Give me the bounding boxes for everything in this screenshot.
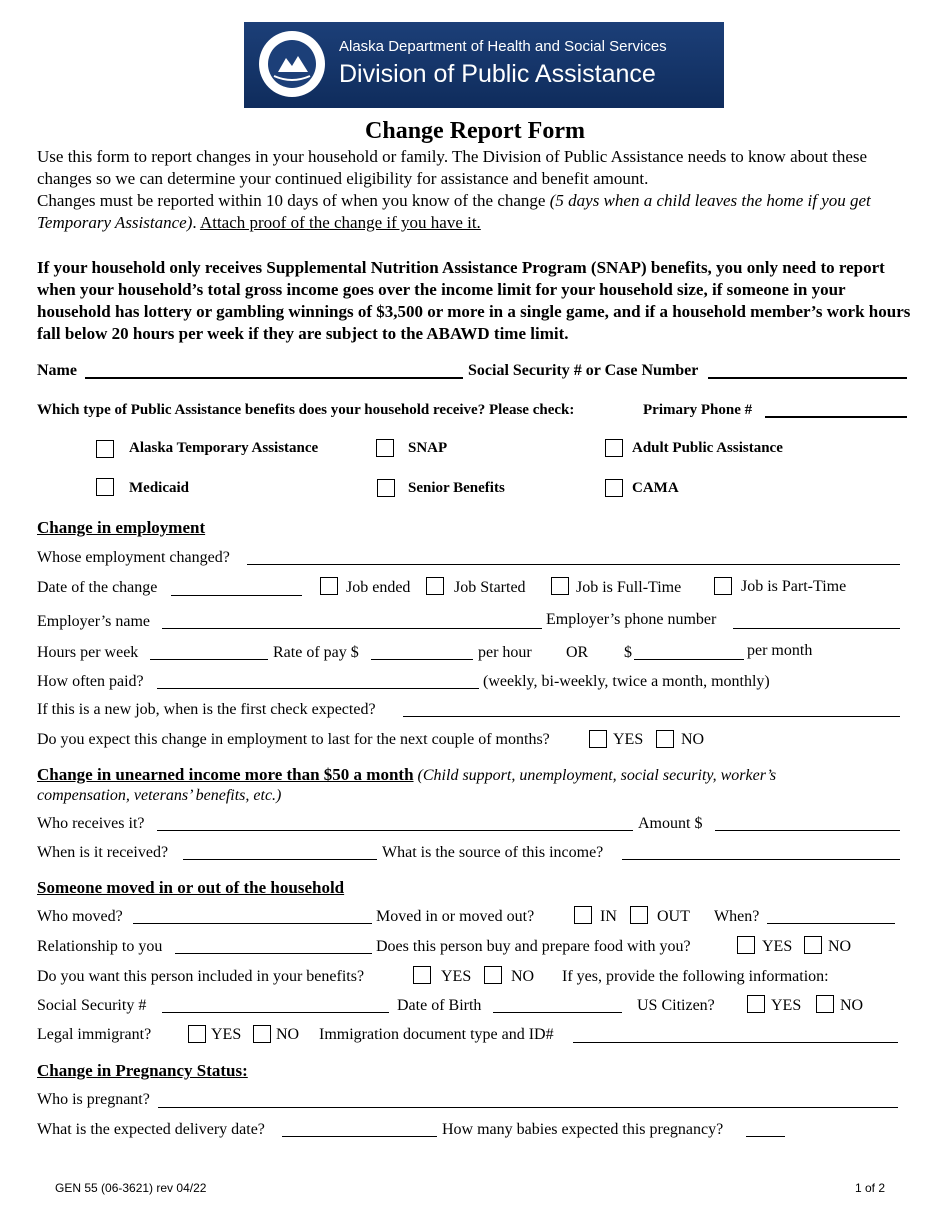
- moved-when-input[interactable]: [767, 923, 895, 924]
- moved-out-checkbox[interactable]: [630, 906, 648, 924]
- include-no-checkbox[interactable]: [484, 966, 502, 984]
- include-no-label: NO: [511, 968, 535, 985]
- benefits-question: Which type of Public Assistance benefits does your household receive? Please check:: [37, 402, 575, 418]
- ata-checkbox[interactable]: [96, 440, 114, 458]
- who-moved-label: Who moved?: [37, 908, 123, 925]
- buy-food-yes-label: YES: [762, 938, 793, 955]
- buy-food-yes-checkbox[interactable]: [737, 936, 755, 954]
- rate-label: Rate of pay $: [273, 644, 359, 661]
- phone-label: Primary Phone #: [643, 402, 753, 418]
- unearned-hint-2: compensation, veterans’ benefits, etc.): [37, 787, 282, 804]
- who-pregnant-label: Who is pregnant?: [37, 1091, 150, 1108]
- household-heading: Someone moved in or out of the household: [37, 878, 345, 897]
- how-often-label: How often paid?: [37, 673, 144, 690]
- unearned-heading-row: [37, 764, 776, 787]
- name-label: Name: [37, 362, 77, 379]
- senior-checkbox[interactable]: [377, 479, 395, 497]
- immigrant-label: Legal immigrant?: [37, 1026, 152, 1043]
- citizen-yes-label: YES: [771, 997, 802, 1014]
- date-change-input[interactable]: [171, 595, 302, 596]
- monthly-dollar-label: $: [624, 644, 632, 661]
- delivery-date-input[interactable]: [282, 1136, 437, 1137]
- who-pregnant-input[interactable]: [158, 1107, 898, 1108]
- citizen-no-checkbox[interactable]: [816, 995, 834, 1013]
- whose-label: Whose employment changed?: [37, 549, 230, 566]
- form-id: GEN 55 (06-3621) rev 04/22: [55, 1181, 207, 1195]
- how-often-input[interactable]: [157, 688, 479, 689]
- employer-name-label: Employer’s name: [37, 613, 151, 630]
- immig-doc-input[interactable]: [573, 1042, 898, 1043]
- hours-label: Hours per week: [37, 644, 139, 661]
- when-received-label: When is it received?: [37, 844, 169, 861]
- senior-label: Senior Benefits: [408, 480, 505, 496]
- dob-input[interactable]: [493, 1012, 622, 1013]
- expect-no-checkbox[interactable]: [656, 730, 674, 748]
- snap-label: SNAP: [408, 440, 448, 456]
- apa-checkbox[interactable]: [605, 439, 623, 457]
- who-receives-input[interactable]: [157, 830, 633, 831]
- page-number: 1 of 2: [855, 1181, 886, 1195]
- babies-label: How many babies expected this pregnancy?: [442, 1121, 724, 1138]
- income-source-label: What is the source of this income?: [382, 844, 604, 861]
- expect-yes-checkbox[interactable]: [589, 730, 607, 748]
- citizen-label: US Citizen?: [637, 997, 715, 1014]
- deadline-punct: .: [192, 213, 200, 232]
- include-yes-label: YES: [441, 968, 472, 985]
- moved-when-label: When?: [714, 908, 760, 925]
- job-ended-checkbox[interactable]: [320, 577, 338, 595]
- who-receives-label: Who receives it?: [37, 815, 145, 832]
- intro-paragraph: Use this form to report changes in your household or family. The Division of Public Assistance needs to know about these changes so we can determine your continued eligibility for assistance and benefit amount.: [37, 147, 868, 188]
- include-label: Do you want this person included in your benefits?: [37, 968, 365, 985]
- include-yes-checkbox[interactable]: [413, 966, 431, 984]
- moved-in-label: IN: [600, 908, 617, 925]
- or-label: OR: [566, 644, 589, 661]
- moved-out-label: OUT: [657, 908, 690, 925]
- unearned-heading: Change in unearned income more than $50 a month: [37, 765, 414, 784]
- snap-notice: If your household only receives Supplemental Nutrition Assistance Program (SNAP) benefits, you only need to report when your household’s total gross income goes over the income limit for your household size, if someone in your household has lottery or gambling winnings of $3,500 or more in a single game, and if a household member’s work hours fall below 20 hours per week if they are subject to the ABAWD time limit.: [37, 258, 911, 343]
- delivery-date-label: What is the expected delivery date?: [37, 1121, 265, 1138]
- relationship-label: Relationship to you: [37, 938, 163, 955]
- part-time-label: Job is Part-Time: [741, 578, 847, 595]
- name-input[interactable]: [85, 377, 463, 379]
- ata-label: Alaska Temporary Assistance: [129, 440, 319, 456]
- income-source-input[interactable]: [622, 859, 900, 860]
- part-time-checkbox[interactable]: [714, 577, 732, 595]
- how-often-hint: (weekly, bi-weekly, twice a month, monthly): [483, 673, 770, 690]
- buy-food-no-label: NO: [828, 938, 852, 955]
- hours-input[interactable]: [150, 659, 268, 660]
- per-hour-label: per hour: [478, 644, 532, 661]
- page-title: Change Report Form: [365, 118, 585, 144]
- first-check-label: If this is a new job, when is the first check expected?: [37, 701, 376, 718]
- employer-name-input[interactable]: [162, 628, 542, 629]
- expect-yes-label: YES: [613, 731, 644, 748]
- division-name: Division of Public Assistance: [339, 60, 656, 88]
- deadline-text: Changes must be reported within 10 days of when you know of the change: [37, 191, 550, 210]
- employer-phone-label: Employer’s phone number: [546, 611, 717, 628]
- snap-checkbox[interactable]: [376, 439, 394, 457]
- pregnancy-heading: Change in Pregnancy Status:: [37, 1061, 248, 1080]
- amount-label: Amount $: [638, 815, 703, 832]
- cama-label: CAMA: [632, 480, 679, 496]
- phone-input[interactable]: [765, 416, 907, 418]
- when-received-input[interactable]: [183, 859, 377, 860]
- first-check-input[interactable]: [403, 716, 900, 717]
- member-ssn-label: Social Security #: [37, 997, 147, 1014]
- immigrant-no-label: NO: [276, 1026, 300, 1043]
- who-moved-input[interactable]: [133, 923, 372, 924]
- dob-label: Date of Birth: [397, 997, 482, 1014]
- immigrant-yes-checkbox[interactable]: [188, 1025, 206, 1043]
- department-name: Alaska Department of Health and Social Services: [339, 38, 667, 55]
- monthly-pay-input[interactable]: [634, 659, 744, 660]
- immig-doc-label: Immigration document type and ID#: [319, 1026, 554, 1043]
- cama-checkbox[interactable]: [605, 479, 623, 497]
- citizen-yes-checkbox[interactable]: [747, 995, 765, 1013]
- immigrant-yes-label: YES: [211, 1026, 242, 1043]
- moved-in-checkbox[interactable]: [574, 906, 592, 924]
- job-started-checkbox[interactable]: [426, 577, 444, 595]
- member-ssn-input[interactable]: [162, 1012, 389, 1013]
- job-ended-label: Job ended: [346, 579, 411, 596]
- medicaid-label: Medicaid: [129, 480, 189, 496]
- amount-input[interactable]: [715, 830, 900, 831]
- agency-banner: [244, 22, 724, 108]
- expect-no-label: NO: [681, 731, 705, 748]
- apa-label: Adult Public Assistance: [632, 440, 783, 456]
- job-started-label: Job Started: [454, 579, 526, 596]
- state-seal-icon: [256, 28, 328, 100]
- buy-food-no-checkbox[interactable]: [804, 936, 822, 954]
- employer-phone-input[interactable]: [733, 628, 900, 629]
- expect-last-label: Do you expect this change in employment to last for the next couple of months?: [37, 731, 550, 748]
- moved-in-out-label: Moved in or moved out?: [376, 908, 535, 925]
- per-month-label: per month: [747, 642, 813, 659]
- full-time-label: Job is Full-Time: [576, 579, 682, 596]
- attach-proof-note: Attach proof of the change if you have it.: [199, 213, 481, 232]
- ssn-input[interactable]: [708, 377, 907, 379]
- medicaid-checkbox[interactable]: [96, 478, 114, 496]
- reporting-deadline: [37, 190, 912, 234]
- date-change-label: Date of the change: [37, 579, 158, 596]
- unearned-hint-1: (Child support, unemployment, social security, worker’s: [417, 767, 777, 784]
- immigrant-no-checkbox[interactable]: [253, 1025, 271, 1043]
- relationship-input[interactable]: [175, 953, 372, 954]
- ssn-label: Social Security # or Case Number: [468, 362, 699, 379]
- deadline-exception: (5 days when a child leaves the home if you get Temporary Assistance): [37, 191, 871, 232]
- if-yes-label: If yes, provide the following information:: [562, 968, 829, 985]
- babies-input[interactable]: [746, 1136, 785, 1137]
- full-time-checkbox[interactable]: [551, 577, 569, 595]
- rate-input[interactable]: [371, 659, 473, 660]
- buy-food-label: Does this person buy and prepare food with you?: [376, 938, 691, 955]
- citizen-no-label: NO: [840, 997, 864, 1014]
- employment-heading: Change in employment: [37, 518, 206, 537]
- whose-input[interactable]: [247, 564, 900, 565]
